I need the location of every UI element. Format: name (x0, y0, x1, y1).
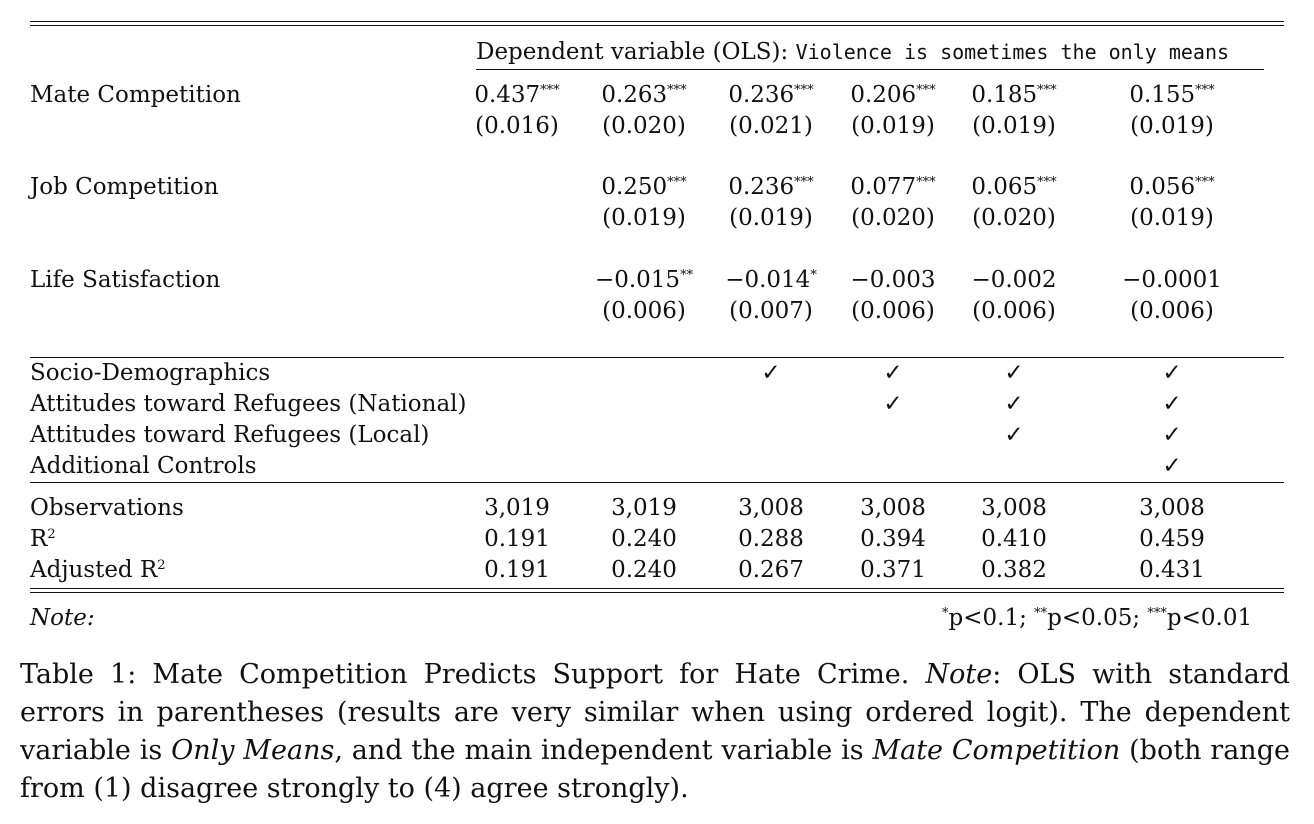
se-cell: (0.019) (602, 205, 686, 231)
coef-cell: 0.077*** (850, 174, 936, 200)
caption-note-word: Note (925, 659, 993, 690)
check-icon: ✓ (761, 360, 781, 386)
se-cell: (0.019) (851, 113, 935, 139)
top-rule-2 (30, 25, 1284, 26)
se-cell: (0.016) (475, 113, 559, 139)
significance-note: *p<0.1; **p<0.05; ***p<0.01 (942, 605, 1253, 631)
check-icon: ✓ (1162, 360, 1182, 386)
stat-cell: 0.240 (611, 557, 677, 583)
coef-cell: 0.236*** (728, 174, 814, 200)
table-caption (20, 656, 1290, 808)
stat-cell: 0.288 (738, 526, 804, 552)
coef-cell: 0.065*** (971, 174, 1057, 200)
caption-only-means: Only Means (171, 735, 335, 766)
caption-mate-competition: Mate Competition (872, 735, 1121, 766)
stat-cell: 3,019 (611, 495, 677, 521)
se-cell: (0.006) (851, 298, 935, 324)
se-cell: (0.019) (729, 205, 813, 231)
check-icon: ✓ (1162, 391, 1182, 417)
stats-rule (30, 482, 1284, 483)
coef-cell: 0.437*** (474, 82, 560, 108)
control-label: Socio-Demographics (30, 360, 271, 386)
stat-cell: 3,008 (1139, 495, 1205, 521)
top-rule (30, 21, 1284, 22)
stat-cell: 0.410 (981, 526, 1047, 552)
check-icon: ✓ (1004, 391, 1024, 417)
header-underline (476, 69, 1264, 70)
row-label: Life Satisfaction (30, 267, 221, 293)
bottom-rule (30, 588, 1284, 589)
coef-cell: −0.0001 (1122, 267, 1222, 293)
control-label: Attitudes toward Refugees (National) (30, 391, 467, 417)
stat-label-r2: $R^2$ (30, 526, 56, 552)
coef-cell: −0.014* (725, 267, 817, 293)
row-label: Mate Competition (30, 82, 241, 108)
bottom-rule-2 (30, 592, 1284, 593)
controls-rule (30, 357, 1284, 358)
stat-cell: 0.371 (860, 557, 926, 583)
note-label: Note: (30, 605, 95, 631)
coef-cell: 0.155*** (1129, 82, 1215, 108)
se-cell: (0.019) (1130, 113, 1214, 139)
control-label: Additional Controls (30, 453, 257, 479)
se-cell: (0.020) (851, 205, 935, 231)
row-label: Job Competition (30, 174, 219, 200)
coef-cell: 0.206*** (850, 82, 936, 108)
stat-cell: 3,008 (860, 495, 926, 521)
control-label: Attitudes toward Refugees (Local) (30, 422, 430, 448)
se-cell: (0.019) (972, 113, 1056, 139)
stat-cell: 3,008 (738, 495, 804, 521)
stat-cell: 0.394 (860, 526, 926, 552)
check-icon: ✓ (883, 360, 903, 386)
stat-cell: 0.240 (611, 526, 677, 552)
check-icon: ✓ (883, 391, 903, 417)
stat-cell: 0.191 (484, 526, 550, 552)
se-cell: (0.021) (729, 113, 813, 139)
coef-cell: 0.236*** (728, 82, 814, 108)
se-cell: (0.019) (1130, 205, 1214, 231)
caption-part3: (both range from (1) disagree strongly to (4) agree strongly). (20, 735, 1290, 804)
dv-name: Violence is sometimes the only means (795, 40, 1230, 64)
check-icon: ✓ (1162, 422, 1182, 448)
stat-cell: 0.267 (738, 557, 804, 583)
stat-cell: 0.191 (484, 557, 550, 583)
coef-cell: −0.003 (850, 267, 936, 293)
coef-cell: −0.015** (594, 267, 694, 293)
se-cell: (0.006) (1130, 298, 1214, 324)
stat-label: Observations (30, 495, 184, 521)
stat-cell: 0.459 (1139, 526, 1205, 552)
check-icon: ✓ (1004, 422, 1024, 448)
stat-label-adj-r2: Adjusted $R^2$ (30, 557, 166, 583)
stat-cell: 0.431 (1139, 557, 1205, 583)
caption-lead: Table 1: Mate Competition Predicts Support for Hate Crime. (20, 659, 910, 690)
se-cell: (0.006) (602, 298, 686, 324)
dependent-variable-header (476, 38, 1229, 66)
se-cell: (0.020) (602, 113, 686, 139)
se-cell: (0.007) (729, 298, 813, 324)
se-cell: (0.006) (972, 298, 1056, 324)
check-icon: ✓ (1162, 453, 1182, 479)
se-cell: (0.020) (972, 205, 1056, 231)
coef-cell: 0.263*** (601, 82, 687, 108)
coef-cell: 0.056*** (1129, 174, 1215, 200)
coef-cell: −0.002 (971, 267, 1057, 293)
stat-cell: 3,019 (484, 495, 550, 521)
coef-cell: 0.250*** (601, 174, 687, 200)
caption-part2: , and the main independent variable is (334, 735, 864, 766)
check-icon: ✓ (1004, 360, 1024, 386)
coef-cell: 0.185*** (971, 82, 1057, 108)
stat-cell: 0.382 (981, 557, 1047, 583)
stat-cell: 3,008 (981, 495, 1047, 521)
caption-part1: : OLS with standard errors in parentheses (results are very similar when using ordered logit). The dependent variable is (20, 659, 1290, 766)
dv-prefix: Dependent variable (OLS): (476, 39, 789, 65)
